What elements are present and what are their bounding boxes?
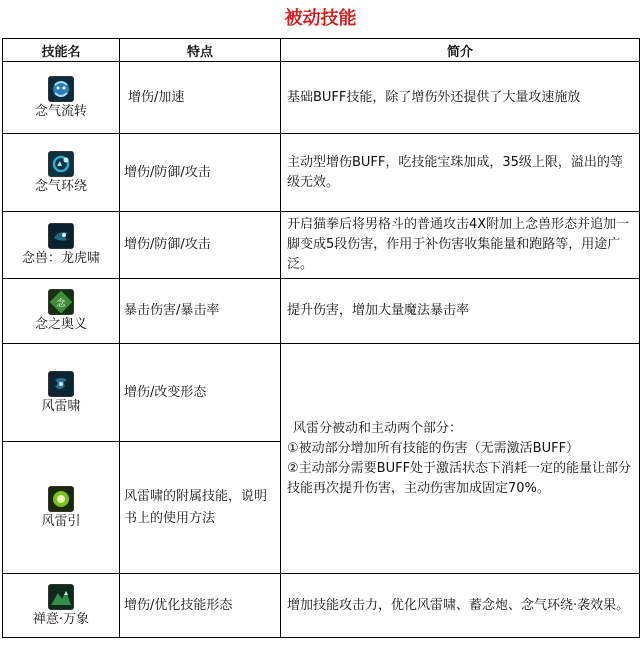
- orbit-icon: [48, 151, 74, 177]
- skill-name-cell: [3, 212, 120, 279]
- mountain-icon: [48, 584, 74, 610]
- whirlwind-icon: [48, 371, 74, 397]
- table-row: [3, 212, 640, 279]
- intro-line: 风雷分被动和主动两个部分：: [293, 420, 463, 436]
- skill-name: 禅意·万象: [32, 611, 90, 627]
- skill-feature: 增伤/改变形态: [120, 344, 281, 442]
- skill-name: 念气流转: [34, 103, 87, 119]
- skill-intro: 主动型增伤BUFF，吃技能宝珠加成，35级上限，溢出的等级无效。: [281, 134, 640, 212]
- skill-feature: 增伤/加速: [120, 62, 281, 134]
- green-orb-icon: [48, 486, 74, 512]
- beast-icon: [48, 223, 74, 249]
- nen-seal-icon: [48, 289, 74, 315]
- skills-table: [2, 38, 640, 638]
- table-header-row: [3, 39, 640, 62]
- skill-name: 念兽：龙虎啸: [21, 251, 100, 266]
- table-row: [3, 279, 640, 344]
- skill-feature: 增伤/防御/攻击: [120, 212, 281, 279]
- skill-name: 念之奥义: [34, 317, 87, 332]
- skill-feature: 增伤/优化技能形态: [120, 574, 281, 638]
- skill-name: 风雷引: [41, 513, 81, 529]
- table-row: [3, 134, 640, 212]
- intro-line: ①被动部分增加所有技能的伤害（无需激活BUFF）: [287, 440, 580, 456]
- skill-name-cell: [3, 442, 120, 574]
- header-intro: 简介: [281, 39, 640, 62]
- skill-name-cell: [3, 344, 120, 442]
- skill-feature: 风雷啸的附属技能，说明书上的使用方法: [120, 442, 281, 574]
- skill-name-cell: [3, 574, 120, 638]
- skill-intro: 提升伤害，增加大量魔法暴击率: [281, 279, 640, 344]
- skill-name: 念气环绕: [34, 178, 87, 194]
- skill-intro: 增加技能攻击力，优化风雷啸、蓄念炮、念气环绕·袭效果。: [281, 574, 640, 638]
- skill-intro: 基础BUFF技能，除了增伤外还提供了大量攻速施放: [281, 62, 640, 134]
- skill-name-cell: [3, 134, 120, 212]
- skill-name: 风雷啸: [41, 398, 81, 414]
- skill-intro-merged: [281, 344, 640, 574]
- skill-name-cell: [3, 279, 120, 344]
- skill-name-cell: [3, 62, 120, 134]
- header-feature: 特点: [120, 39, 281, 62]
- skill-feature: 增伤/防御/攻击: [120, 134, 281, 212]
- header-name: 技能名: [3, 39, 120, 62]
- skill-feature: 暴击伤害/暴击率: [120, 279, 281, 344]
- table-row: [3, 344, 640, 442]
- swirl-mask-icon: [48, 76, 74, 102]
- svg-text:念: 念: [56, 299, 66, 309]
- table-row: [3, 574, 640, 638]
- intro-line: ②主动部分需要BUFF处于激活状态下消耗一定的能量让部分技能再次提升伤害，主动伤害加成固定70%。: [287, 460, 632, 496]
- table-row: [3, 62, 640, 134]
- page-title: 被动技能: [284, 8, 357, 29]
- skill-intro: 开启猫拳后将男格斗的普通攻击4X附加上念兽形态并追加一脚变成5段伤害，作用于补伤害收集能量和跑路等，用途广泛。: [281, 212, 640, 279]
